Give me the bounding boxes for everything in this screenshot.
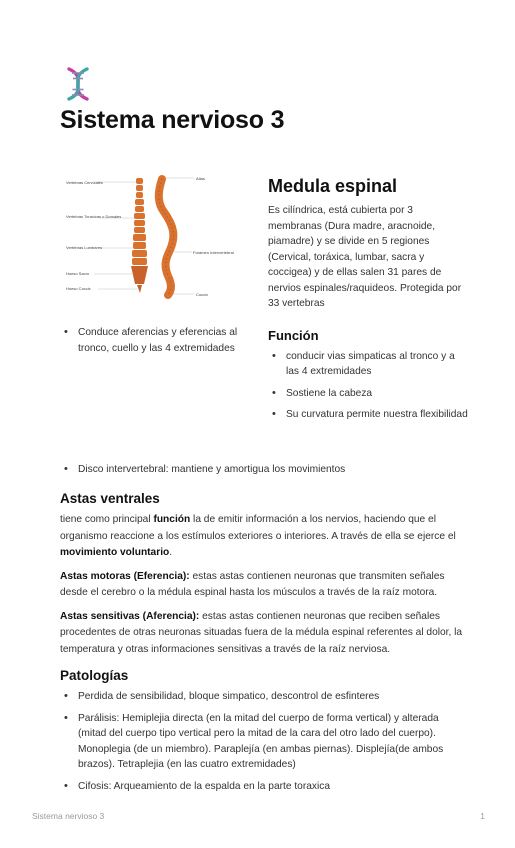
list-item: • Su curvatura permite nuestra flexibilidad	[268, 407, 468, 423]
astas-motoras: Astas motoras (Eferencia): estas astas contienen neuronas que transmiten señales desde el cerebro o la médula espinal hasta los músculos a través de la raíz motora.	[60, 570, 445, 598]
label-coccix-right: Coccix	[196, 292, 209, 297]
label-foramen: Foramen Intervertebral	[193, 250, 234, 255]
astas-sensitivas: Astas sensitivas (Aferencia): estas astas contienen neuronas que reciben señales procedentes de otras neuronas situadas fuera de la médula espinal referentes al dolor, la temperatura y otras informaciones sensitivas a través de la raíz nerviosa.	[60, 610, 463, 655]
patologias-heading: Patologías	[60, 668, 129, 683]
medula-section	[268, 176, 468, 429]
label-toracicas: Vertebras Toracicas o Dorsales	[66, 214, 122, 219]
list-item: • Perdida de sensibilidad, bloque simpatico, descontrol de esfinteres	[60, 689, 465, 705]
footer-title: Sistema nervioso 3	[32, 811, 105, 821]
dna-icon	[60, 66, 96, 102]
spine-illustration	[64, 174, 234, 306]
medula-description: Es cilíndrica, está cubierta por 3 membranas (Dura madre, aracnoide, piamadre) y se divide en 5 regiones (Cervical, toráxica, lumbar, sacra y coccigea) y de ellas salen 31 pares de nervios espinales/raquideos. Protegida por 33 vertebras	[268, 205, 462, 309]
page-number: 1	[480, 811, 485, 821]
spine-front-view	[131, 178, 148, 293]
list-item: • Sostiene la cabeza	[268, 386, 468, 402]
list-item: • Parálisis: Hemiplejia directa (en la mitad del cuerpo de forma vertical) y alterada (mitad del cuerpo tipo vertical pero la mitad de la cara del otro lado del cuerpo). Monoplegia (de un miembro). Paraplejía (en ambas piernas). Displejía(de ambos brazos). Tetraplejia (en las cuatro extremidades)	[60, 711, 465, 773]
spine-side-view	[159, 179, 174, 295]
astas-heading: Astas ventrales	[60, 491, 160, 506]
disco-list	[60, 462, 480, 478]
label-lumbares: Vertebras Lumbares	[66, 245, 103, 250]
list-item: • Disco intervertebral: mantiene y amortigua los movimientos	[60, 462, 480, 478]
patologias-list	[60, 689, 465, 794]
list-item: • conducir vias simpaticas al tronco y a las 4 extremidades	[268, 349, 468, 380]
astas-intro: tiene como principal función la de emitir información a los nervios, haciendo que el organismo reaccione a los estímulos exteriores o interiores. A través de ella se ejerce el movimiento voluntario.	[60, 514, 456, 558]
label-sacro: Hueso Sacro	[66, 271, 90, 276]
list-item: • Cifosis: Arqueamiento de la espalda en la parte toraxica	[60, 779, 465, 795]
funcion-heading: Función	[268, 327, 319, 343]
list-item: • Conduce aferencias y eferencias al tronco, cuello y las 4 extremidades	[60, 325, 250, 356]
funcion-list	[268, 349, 468, 423]
conduce-list	[60, 325, 250, 356]
page-title: Sistema nervioso 3	[60, 106, 285, 134]
astas-section	[60, 491, 465, 800]
label-cervicales: Vertebras Cervicales	[66, 180, 103, 185]
medula-heading: Medula espinal	[268, 176, 398, 196]
label-coccix-left: Hueso Coccix	[66, 286, 91, 291]
label-atlas: Atlas	[196, 176, 205, 181]
